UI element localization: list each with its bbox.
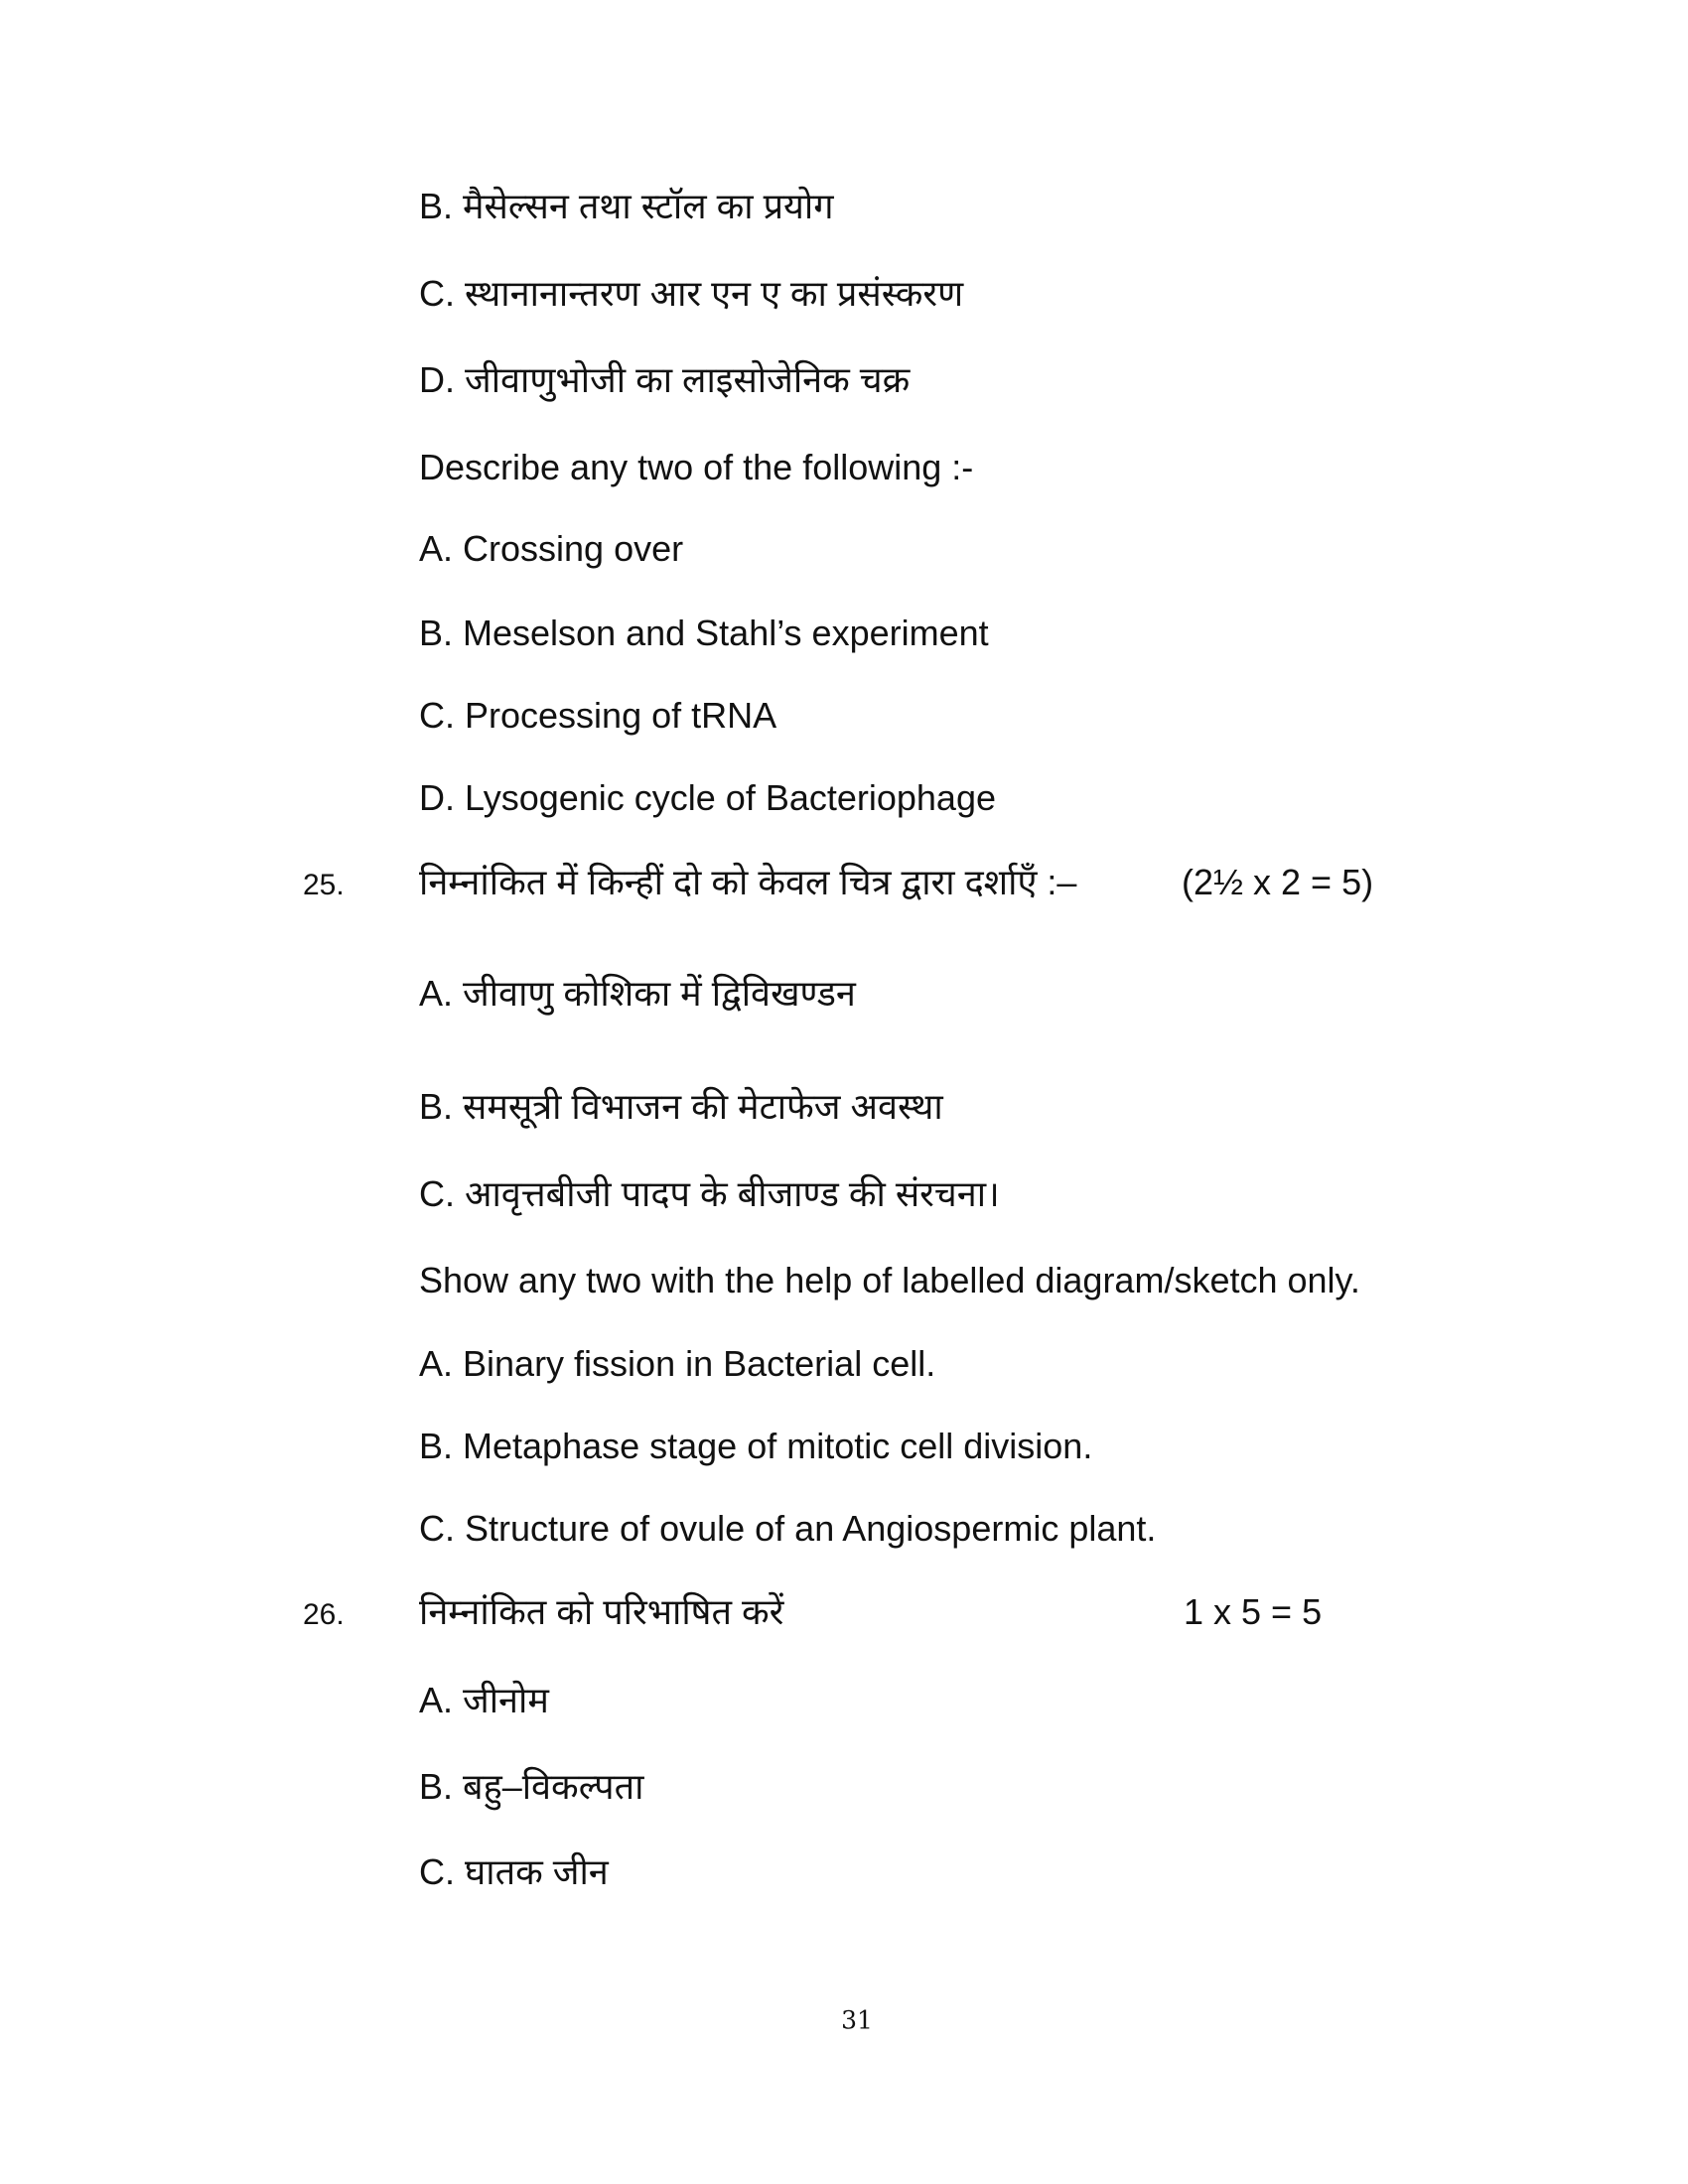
q25-hindi-option-c: C. आवृत्तबीजी पादप के बीजाण्ड की संरचना। (419, 1173, 1000, 1214)
q24-english-prompt: Describe any two of the following :- (419, 447, 974, 487)
q25-hindi-option-a: A. जीवाणु कोशिका में द्विविखण्डन (419, 973, 856, 1014)
q24-hindi-option-b: B. मैसेल्सन तथा स्टॉल का प्रयोग (419, 186, 834, 226)
q24-english-option-b: B. Meselson and Stahl’s experiment (419, 613, 989, 653)
q26-number: 26. (303, 1598, 345, 1631)
q26-marks: 1 x 5 = 5 (1184, 1591, 1323, 1632)
q24-english-option-a: A. Crossing over (419, 528, 684, 569)
q25-hindi-option-b: B. समसूत्री विभाजन की मेटाफेज अवस्था (419, 1086, 943, 1127)
q24-hindi-option-d: D. जीवाणुभोजी का लाइसोजेनिक चक्र (419, 359, 911, 400)
page-number: 31 (841, 2005, 873, 2035)
q26-hindi-option-c: C. घातक जीन (419, 1851, 609, 1892)
q25-english-option-c: C. Structure of ovule of an Angiospermic plant. (419, 1508, 1157, 1549)
q25-marks: (2½ x 2 = 5) (1182, 862, 1374, 902)
q25-hindi-prompt: निम्नांकित में किन्हीं दो को केवल चित्र द्वारा दर्शाएँ :– (419, 862, 1077, 902)
q25-english-option-a: A. Binary fission in Bacterial cell. (419, 1343, 936, 1384)
q24-hindi-option-c: C. स्थानानान्तरण आर एन ए का प्रसंस्करण (419, 273, 964, 314)
q26-hindi-option-b: B. बहु–विकल्पता (419, 1766, 644, 1807)
q25-english-prompt: Show any two with the help of labelled diagram/sketch only. (419, 1260, 1360, 1300)
q26-hindi-option-a: A. जीनोम (419, 1680, 549, 1720)
q24-english-option-c: C. Processing of tRNA (419, 695, 777, 736)
q24-english-option-d: D. Lysogenic cycle of Bacteriophage (419, 777, 996, 818)
q26-hindi-prompt: निम्नांकित को परिभाषित करें (419, 1591, 784, 1632)
q25-number: 25. (303, 869, 345, 901)
q25-english-option-b: B. Metaphase stage of mitotic cell division. (419, 1426, 1093, 1466)
